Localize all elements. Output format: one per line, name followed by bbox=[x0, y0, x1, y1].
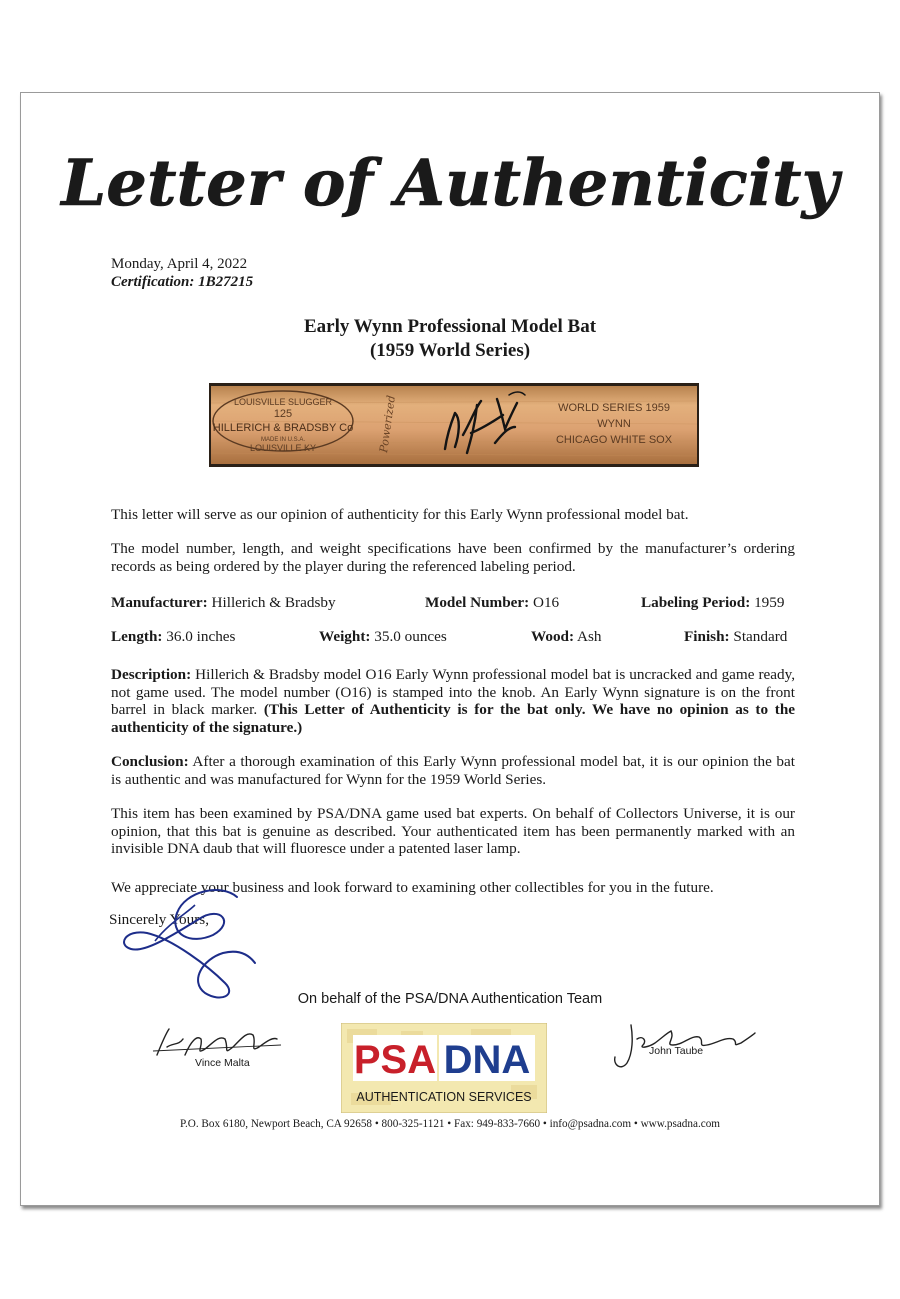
description-label: Description: bbox=[111, 666, 192, 683]
spec-weight-label: Weight: bbox=[319, 628, 371, 645]
item-heading: Early Wynn Professional Model Bat bbox=[303, 316, 597, 337]
spec-wood-value: Ash bbox=[577, 628, 602, 645]
bat-stamp-model: 125 bbox=[273, 408, 293, 420]
spec-model-label: Model Number: bbox=[425, 594, 530, 611]
certification-number: Certification: 1B27215 bbox=[111, 274, 254, 290]
model-confirmation-paragraph: The model number, length, and weight specifications have been confirmed by the manufacturer’s ordering records as being ordered by the player during the referenced labeling period. bbox=[111, 540, 795, 575]
signer-left-name: Vince Malta bbox=[195, 1057, 250, 1069]
bat-photo bbox=[209, 383, 699, 467]
spec-model-number bbox=[425, 594, 559, 612]
letter-sheet bbox=[20, 92, 880, 1206]
bat-powerized: Powerized bbox=[377, 394, 398, 454]
spec-manufacturer-value: Hillerich & Bradsby bbox=[211, 594, 336, 611]
psa-dna-logo bbox=[341, 1023, 547, 1113]
spec-length bbox=[111, 628, 235, 646]
spec-manufacturer-label: Manufacturer: bbox=[111, 594, 208, 611]
spec-period-value: 1959 bbox=[754, 594, 785, 611]
spec-wood bbox=[531, 628, 602, 646]
signer-right-name: John Taube bbox=[649, 1045, 704, 1057]
conclusion-text: After a thorough examination of this Early Wynn professional model bat, it is our opinion the bat is authentic and was manufactured for Wynn for the 1959 World Series. bbox=[111, 753, 795, 788]
spec-labeling-period bbox=[641, 594, 784, 612]
bat-stamp-made-in: MADE IN U.S.A. bbox=[260, 437, 306, 443]
letter-title bbox=[21, 135, 879, 225]
footer-contact: P.O. Box 6180, Newport Beach, CA 92658 • 800-325-1121 • Fax: 949-833-7660 • info@psadna.com • www.psadna.com bbox=[179, 1118, 720, 1130]
spec-finish-value: Standard bbox=[733, 628, 788, 645]
examined-paragraph: This item has been examined by PSA/DNA game used bat experts. On behalf of Collectors Universe, it is our opinion, that this bat is genuine as described. Your authenticated item has been permanently marked with an invisible DNA daub that will fluoresce under a patented laser lamp. bbox=[111, 805, 795, 857]
spec-finish-label: Finish: bbox=[684, 628, 730, 645]
spec-wood-label: Wood: bbox=[531, 628, 575, 645]
spec-length-label: Length: bbox=[111, 628, 163, 645]
description-paragraph bbox=[111, 666, 795, 736]
bat-stamp-city: LOUISVILLE KY bbox=[249, 443, 317, 453]
spec-manufacturer bbox=[111, 594, 336, 612]
letter-date: Monday, April 4, 2022 bbox=[111, 256, 248, 272]
bat-label-line2: WYNN bbox=[597, 418, 631, 430]
description-text: Hillerich & Bradsby model O16 Early Wynn professional model bat is uncracked and game ready, not game used. The model number (O16) is stamped into the knob. An Early Wynn signature is on the front barrel in black marker. bbox=[111, 666, 795, 718]
bat-stamp-maker: HILLERICH & BRADSBY Co bbox=[212, 422, 354, 434]
on-behalf-text: On behalf of the PSA/DNA Authentication Team bbox=[297, 991, 603, 1007]
item-subheading: (1959 World Series) bbox=[369, 340, 531, 361]
spec-period-label: Labeling Period: bbox=[641, 594, 751, 611]
spec-finish bbox=[684, 628, 787, 646]
conclusion-paragraph bbox=[111, 753, 795, 788]
bat-label-line1: WORLD SERIES 1959 bbox=[558, 402, 670, 414]
description-disclaimer: (This Letter of Authenticity is for the bat only. We have no opinion as to the authenticity of the signature.) bbox=[111, 701, 796, 736]
closing-sincerely: Sincerely Yours, bbox=[109, 911, 209, 928]
logo-psa-text: PSA bbox=[353, 1038, 437, 1082]
intro-paragraph: This letter will serve as our opinion of authenticity for this Early Wynn professional model bat. bbox=[111, 506, 689, 523]
blue-signature bbox=[117, 883, 267, 1003]
bat-stamp-brand: LOUISVILLE SLUGGER bbox=[233, 397, 333, 407]
spec-weight bbox=[319, 628, 447, 646]
spec-weight-value: 35.0 ounces bbox=[374, 628, 447, 645]
spec-length-value: 36.0 inches bbox=[166, 628, 236, 645]
appreciation-paragraph: We appreciate your business and look forward to examining other collectibles for you in the future. bbox=[111, 879, 714, 896]
conclusion-label: Conclusion: bbox=[111, 753, 189, 770]
letter-title-text: Letter of Authenticity bbox=[61, 146, 839, 221]
spec-model-value: O16 bbox=[532, 594, 560, 611]
bat-label-line3: CHICAGO WHITE SOX bbox=[555, 434, 673, 446]
logo-dna-text: DNA bbox=[443, 1038, 531, 1082]
logo-services-text: AUTHENTICATION SERVICES bbox=[356, 1090, 532, 1104]
